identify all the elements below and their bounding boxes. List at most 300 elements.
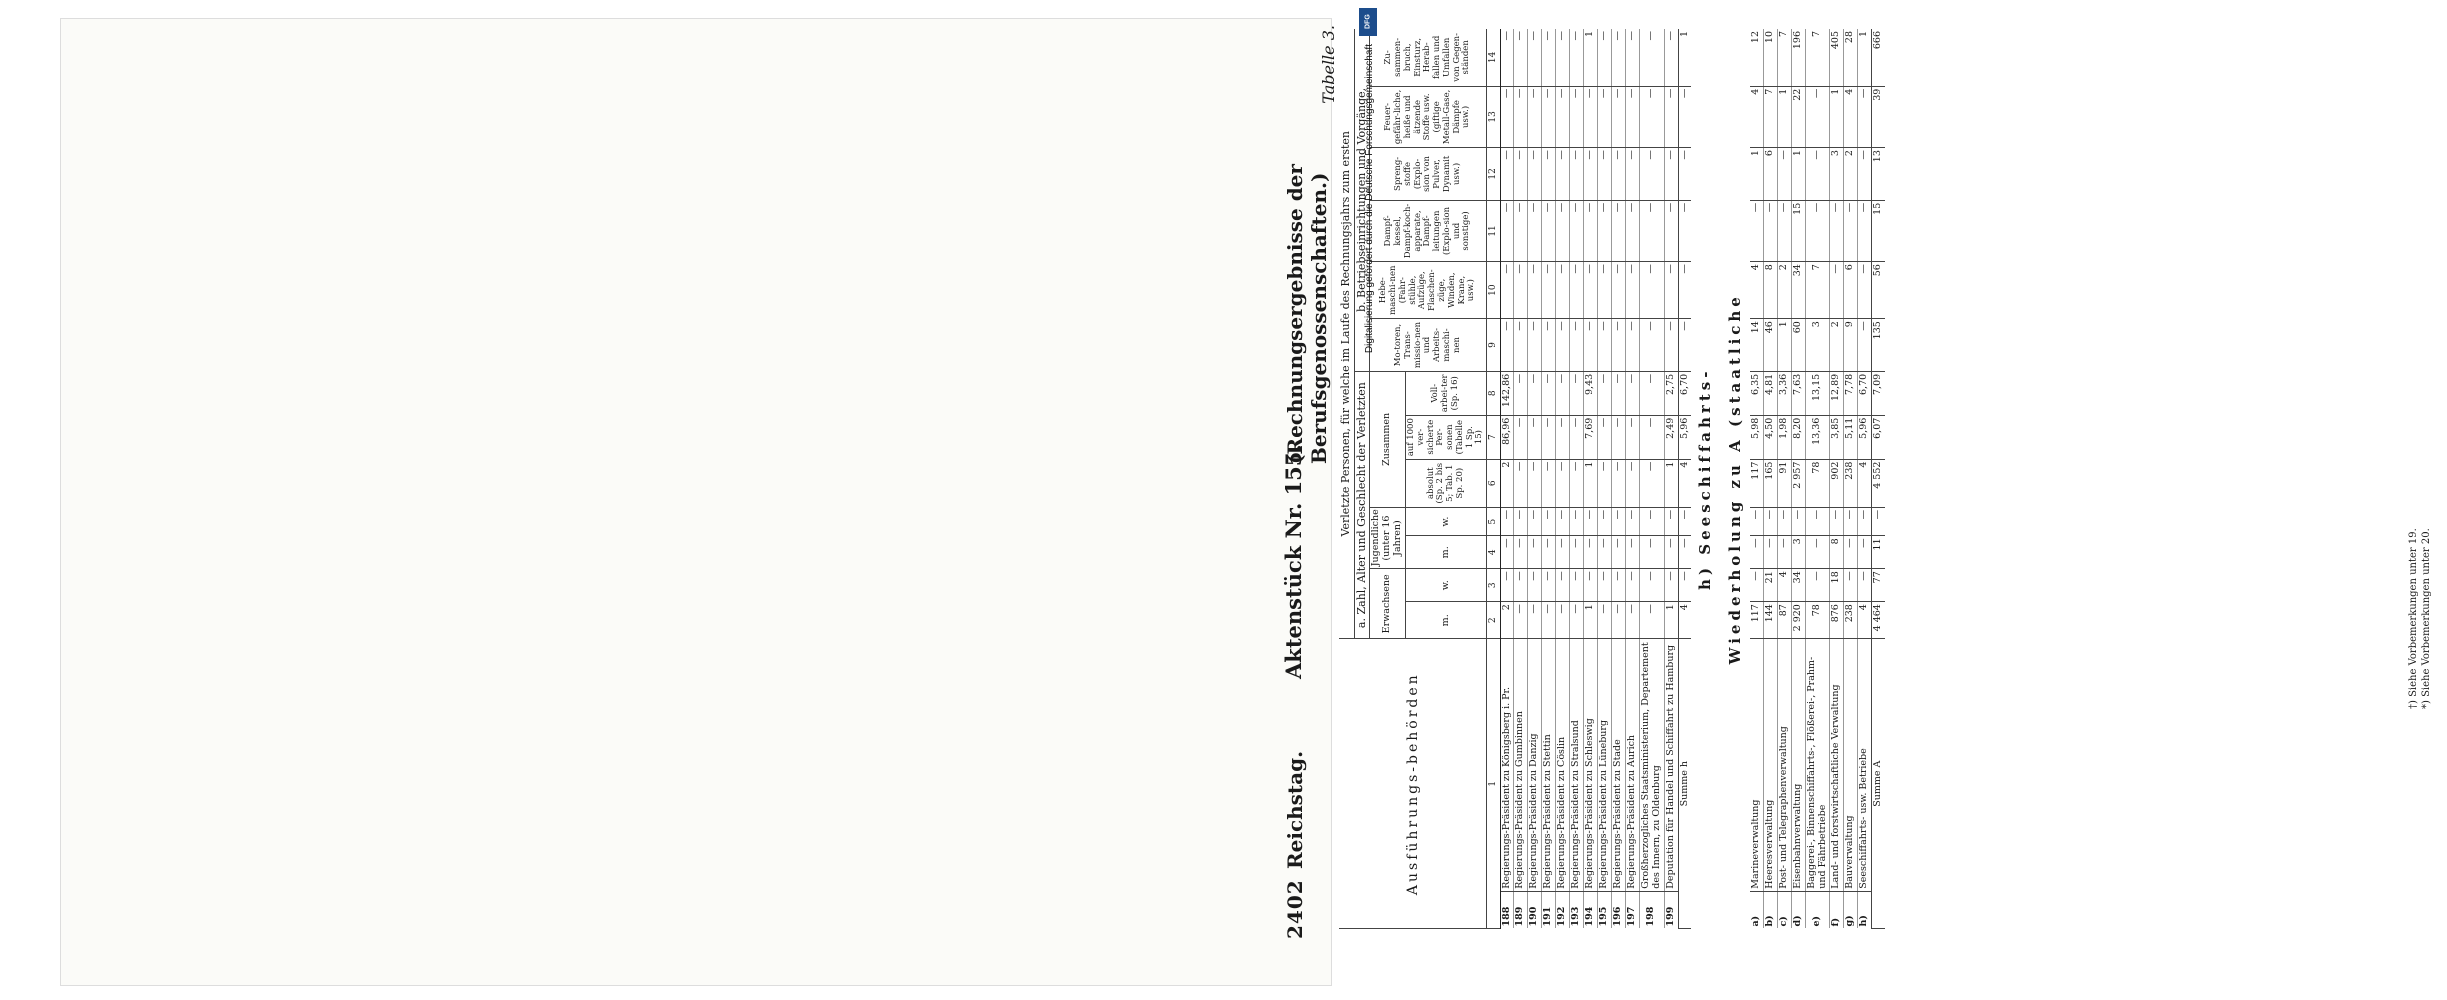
row-label: Regierungs-Präsident zu Lüneburg <box>1597 639 1611 891</box>
cell-value: — <box>1584 507 1598 536</box>
cell-value: — <box>1514 602 1528 639</box>
cell-value: — <box>1514 262 1528 319</box>
cell-value: — <box>1528 569 1542 602</box>
cell-value: — <box>1514 319 1528 372</box>
table-row <box>1625 29 1639 929</box>
cell-value: — <box>1805 148 1830 201</box>
cell-value: 8,20 <box>1791 415 1805 459</box>
cell-value: — <box>1514 459 1528 507</box>
column-number: 11 <box>1487 200 1500 261</box>
cell-value: — <box>1542 262 1556 319</box>
cell-value: — <box>1597 148 1611 201</box>
cell-value: — <box>1830 200 1844 261</box>
row-number: 194 <box>1584 891 1598 928</box>
cell-value: — <box>1597 536 1611 569</box>
cell-value: 2,49 <box>1664 415 1678 459</box>
cell-value: — <box>1500 200 1514 261</box>
cell-value: — <box>1570 415 1584 459</box>
page-number: 2402 <box>1283 879 1307 939</box>
cell-value: 2 <box>1500 602 1514 639</box>
cell-value: 3 <box>1830 148 1844 201</box>
sum-row <box>1872 29 1885 929</box>
cell-value: — <box>1611 86 1625 147</box>
table-row <box>1791 29 1805 929</box>
cell-value: 28 <box>1844 29 1858 86</box>
column-number: 12 <box>1487 148 1500 201</box>
cell-value: — <box>1570 507 1584 536</box>
cell-value: 7,69 <box>1584 415 1598 459</box>
cell-value: — <box>1542 507 1556 536</box>
column-number: 13 <box>1487 86 1500 147</box>
cell-value: — <box>1556 536 1570 569</box>
cell-value: 4 <box>1858 602 1872 639</box>
table-label: Tabelle 3. <box>1319 25 1338 104</box>
cell-value: — <box>1584 319 1598 372</box>
cell-value: 34 <box>1791 262 1805 319</box>
row-label: Regierungs-Präsident zu Königsberg i. Pr. <box>1500 639 1514 891</box>
section-heading: h) Seeschiffahrts- <box>1696 367 1715 590</box>
cell-value: 8 <box>1830 536 1844 569</box>
cell-value: 876 <box>1830 602 1844 639</box>
cell-value: — <box>1500 569 1514 602</box>
header-feuergefaehrliche: Feuer-gefähr-liche, heiße und ätzende Stoffe usw. (giftige Metall-Gase, Dämpfe usw.) <box>1370 86 1487 147</box>
cell-value: — <box>1556 148 1570 201</box>
cell-value: — <box>1664 148 1678 201</box>
cell-value: — <box>1556 262 1570 319</box>
header-versicherte-text: ver-sicherte Per-sonen (Tabelle 1 Sp. 15) <box>1415 419 1485 455</box>
cell-value: — <box>1542 536 1556 569</box>
cell-value: 1 <box>1664 459 1678 507</box>
cell-value: 1 <box>1584 459 1598 507</box>
header-vollarbeiter: Voll-arbei-ter (Sp. 16) <box>1406 371 1487 415</box>
header-jugendliche: Jugendliche (unter 16 Jahren) <box>1370 507 1406 568</box>
header-erwachsene: Erwachsene <box>1370 569 1406 639</box>
cell-value: 144 <box>1763 602 1777 639</box>
cell-value: — <box>1514 200 1528 261</box>
cell-value: — <box>1528 319 1542 372</box>
cell-value: — <box>1664 507 1678 536</box>
sum-label: Summe A <box>1872 639 1885 929</box>
cell-value: 34 <box>1791 569 1805 602</box>
cell-value: — <box>1805 569 1830 602</box>
row-label: Regierungs-Präsident zu Stettin <box>1542 639 1556 891</box>
cell-value: 10 <box>1763 29 1777 86</box>
table-row <box>1500 29 1514 929</box>
cell-value: — <box>1597 29 1611 86</box>
table-row <box>1514 29 1528 929</box>
cell-value: — <box>1542 371 1556 415</box>
cell-value: 6 <box>1763 148 1777 201</box>
cell-value: 902 <box>1830 459 1844 507</box>
column-number: 6 <box>1487 459 1500 507</box>
cell-value: — <box>1584 148 1598 201</box>
cell-value: — <box>1763 507 1777 536</box>
header-jug-w: w. <box>1406 507 1487 536</box>
cell-value: — <box>1625 200 1639 261</box>
column-number: 7 <box>1487 415 1500 459</box>
cell-value: — <box>1763 200 1777 261</box>
row-label: Marineverwaltung <box>1750 639 1763 891</box>
cell-value: 22 <box>1791 86 1805 147</box>
cell-value: — <box>1791 507 1805 536</box>
cell-value: — <box>1542 200 1556 261</box>
cell-value: — <box>1556 459 1570 507</box>
row-number: f) <box>1830 891 1844 928</box>
cell-value: — <box>1570 569 1584 602</box>
cell-value: — <box>1597 415 1611 459</box>
header-jug-m: m. <box>1406 536 1487 569</box>
cell-value: — <box>1625 459 1639 507</box>
cell-value: 238 <box>1844 459 1858 507</box>
cell-value: — <box>1678 148 1691 201</box>
cell-value: — <box>1639 29 1664 86</box>
column-number: 2 <box>1487 602 1500 639</box>
cell-value: — <box>1777 200 1791 261</box>
cell-value: — <box>1777 507 1791 536</box>
row-label: Regierungs-Präsident zu Stralsund <box>1570 639 1584 891</box>
cell-value: 6,07 <box>1872 415 1885 459</box>
column-number: 3 <box>1487 569 1500 602</box>
cell-value: — <box>1858 86 1872 147</box>
cell-value: — <box>1777 536 1791 569</box>
footnote-2: *) Siehe Vorbemerkungen unter 20. <box>2420 528 2432 709</box>
table-row <box>1858 29 1872 929</box>
cell-value: — <box>1872 507 1885 536</box>
cell-value: — <box>1664 569 1678 602</box>
cell-value: — <box>1625 148 1639 201</box>
cell-value: — <box>1858 319 1872 372</box>
cell-value: — <box>1625 415 1639 459</box>
cell-value: — <box>1805 200 1830 261</box>
cell-value: — <box>1625 371 1639 415</box>
cell-value: — <box>1678 262 1691 319</box>
table-row <box>1528 29 1542 929</box>
row-label: Regierungs-Präsident zu Stade <box>1611 639 1625 891</box>
cell-value: — <box>1514 371 1528 415</box>
cell-value: 5,96 <box>1678 415 1691 459</box>
cell-value: — <box>1542 86 1556 147</box>
table-row <box>1597 29 1611 929</box>
cell-value: 4 <box>1678 602 1691 639</box>
table-row <box>1570 29 1584 929</box>
cell-value: — <box>1570 602 1584 639</box>
cell-value: — <box>1500 29 1514 86</box>
document-title: Aktenstück Nr. 155. <box>1281 444 1306 679</box>
cell-value: — <box>1678 507 1691 536</box>
column-number: 1 <box>1487 639 1500 929</box>
cell-value: — <box>1570 86 1584 147</box>
cell-value: — <box>1611 371 1625 415</box>
cell-value: — <box>1625 86 1639 147</box>
cell-value: — <box>1639 507 1664 536</box>
table-row <box>1556 29 1570 929</box>
cell-value: 1 <box>1777 319 1791 372</box>
cell-value: — <box>1570 148 1584 201</box>
cell-value: — <box>1844 200 1858 261</box>
row-label: Post- und Telegraphenverwaltung <box>1777 639 1791 891</box>
cell-value: 3,85 <box>1830 415 1844 459</box>
cell-value: 1 <box>1858 29 1872 86</box>
cell-value: 13,15 <box>1805 371 1830 415</box>
cell-value: — <box>1528 200 1542 261</box>
cell-value: — <box>1500 86 1514 147</box>
cell-value: — <box>1597 569 1611 602</box>
cell-value: 14 <box>1750 319 1763 372</box>
cell-value: 7 <box>1763 86 1777 147</box>
cell-value: 4 <box>1858 459 1872 507</box>
section-wiederholung-heading <box>1721 29 1750 929</box>
cell-value: — <box>1556 507 1570 536</box>
cell-value: 2 <box>1844 148 1858 201</box>
column-number: 9 <box>1487 319 1500 372</box>
row-number: 189 <box>1514 891 1528 928</box>
cell-value: — <box>1611 262 1625 319</box>
table-row <box>1830 29 1844 929</box>
cell-value: — <box>1542 569 1556 602</box>
cell-value: — <box>1858 148 1872 201</box>
table-row <box>1542 29 1556 929</box>
cell-value: 86,96 <box>1500 415 1514 459</box>
cell-value: 3 <box>1791 536 1805 569</box>
cell-value: 6,35 <box>1750 371 1763 415</box>
cell-value: 4 <box>1777 569 1791 602</box>
document-subtitle: (Rechnungsergebnisse der Berufsgenossenschaften.) <box>1283 164 1331 464</box>
cell-value: — <box>1542 602 1556 639</box>
cell-value: — <box>1500 536 1514 569</box>
statistics-table <box>1339 29 1885 929</box>
cell-value: — <box>1858 569 1872 602</box>
column-number: 14 <box>1487 29 1500 86</box>
sum-label: Summe h <box>1678 639 1691 929</box>
cell-value: 11 <box>1872 536 1885 569</box>
cell-value: — <box>1597 507 1611 536</box>
cell-value: — <box>1556 415 1570 459</box>
cell-value: — <box>1542 29 1556 86</box>
cell-value: — <box>1514 536 1528 569</box>
cell-value: 117 <box>1750 602 1763 639</box>
row-label: Baggerei-, Binnenschiffahrts-, Flößerei-, Prahm- und Fährbetriebe <box>1805 639 1830 891</box>
cell-value: 2 <box>1500 459 1514 507</box>
cell-value: 1 <box>1584 29 1598 86</box>
cell-value: 4 464 <box>1872 602 1885 639</box>
header-zusammen: Zusammen <box>1370 371 1406 507</box>
row-number: 196 <box>1611 891 1625 928</box>
footnote-1: †) Siehe Vorbemerkungen unter 19. <box>2408 528 2419 709</box>
row-number: 195 <box>1597 891 1611 928</box>
cell-value: 5,11 <box>1844 415 1858 459</box>
cell-value: — <box>1639 148 1664 201</box>
cell-value: — <box>1664 536 1678 569</box>
cell-value: — <box>1528 507 1542 536</box>
header-left-label: Reichstag. <box>1283 750 1307 869</box>
column-number: 4 <box>1487 536 1500 569</box>
table-row <box>1584 29 1598 929</box>
row-label: Land- und forstwirtschaftliche Verwaltung <box>1830 639 1844 891</box>
cell-value: 21 <box>1763 569 1777 602</box>
cell-value: 12 <box>1750 29 1763 86</box>
cell-value: — <box>1664 29 1678 86</box>
cell-value: — <box>1858 200 1872 261</box>
dfg-credit-strip <box>1349 8 1379 998</box>
row-number: 193 <box>1570 891 1584 928</box>
cell-value: 60 <box>1791 319 1805 372</box>
cell-value: — <box>1664 262 1678 319</box>
row-label: Regierungs-Präsident zu Aurich <box>1625 639 1639 891</box>
row-label: Deputation für Handel und Schiffahrt zu Hamburg <box>1664 639 1678 891</box>
cell-value: — <box>1830 262 1844 319</box>
header-absolut: absolut (Sp. 2 bis 5; Tab. 1 Sp. 20) <box>1406 459 1487 507</box>
table-row <box>1639 29 1664 929</box>
cell-value: — <box>1639 602 1664 639</box>
cell-value: — <box>1625 536 1639 569</box>
row-number: c) <box>1777 891 1791 928</box>
rotated-page-content <box>1267 19 2447 949</box>
cell-value: 1 <box>1584 602 1598 639</box>
cell-value: 78 <box>1805 459 1830 507</box>
cell-value: — <box>1556 602 1570 639</box>
cell-value: — <box>1597 200 1611 261</box>
cell-value: 5,98 <box>1750 415 1763 459</box>
cell-value: — <box>1625 29 1639 86</box>
cell-value: — <box>1542 459 1556 507</box>
cell-value: 7,78 <box>1844 371 1858 415</box>
cell-value: — <box>1584 262 1598 319</box>
cell-value: — <box>1584 200 1598 261</box>
cell-value: — <box>1556 200 1570 261</box>
cell-value: 77 <box>1872 569 1885 602</box>
cell-value: 1,98 <box>1777 415 1791 459</box>
cell-value: 7 <box>1777 29 1791 86</box>
cell-value: — <box>1514 415 1528 459</box>
cell-value: 6 <box>1844 262 1858 319</box>
cell-value: — <box>1570 319 1584 372</box>
cell-value: — <box>1625 262 1639 319</box>
cell-value: 9,43 <box>1584 371 1598 415</box>
cell-value: 46 <box>1763 319 1777 372</box>
header-erw-w: w. <box>1406 569 1487 602</box>
cell-value: — <box>1639 371 1664 415</box>
row-number: a) <box>1749 915 1761 927</box>
cell-value: — <box>1625 569 1639 602</box>
cell-value: — <box>1678 86 1691 147</box>
cell-value: — <box>1514 507 1528 536</box>
cell-value: 2 <box>1777 262 1791 319</box>
cell-value: — <box>1611 200 1625 261</box>
cell-value: — <box>1556 29 1570 86</box>
section-h-heading <box>1691 29 1720 929</box>
cell-value: — <box>1528 371 1542 415</box>
cell-value: 117 <box>1750 459 1763 507</box>
cell-value: 4 <box>1844 86 1858 147</box>
table-row <box>1611 29 1625 929</box>
row-number: 188 <box>1500 906 1512 927</box>
cell-value: — <box>1639 319 1664 372</box>
cell-value: 3,36 <box>1777 371 1791 415</box>
cell-value: — <box>1611 536 1625 569</box>
cell-value: — <box>1639 86 1664 147</box>
cell-value: 39 <box>1872 86 1885 147</box>
header-group-a: a. Zahl, Alter und Geschlecht der Verletzten <box>1354 371 1370 639</box>
row-number: 198 <box>1639 891 1664 928</box>
cell-value: 5,96 <box>1858 415 1872 459</box>
cell-value: 4,50 <box>1763 415 1777 459</box>
cell-value: 13,36 <box>1805 415 1830 459</box>
cell-value: — <box>1528 536 1542 569</box>
row-number: b) <box>1763 891 1777 928</box>
cell-value: 7,63 <box>1791 371 1805 415</box>
column-number-row <box>1487 29 1500 929</box>
dfg-logo: DFG <box>1359 8 1377 36</box>
cell-value: 4 <box>1750 86 1763 147</box>
footnotes <box>2408 528 2433 709</box>
cell-value: 7 <box>1805 262 1830 319</box>
column-number: 10 <box>1487 262 1500 319</box>
cell-value: 4 552 <box>1872 459 1885 507</box>
row-label: Eisenbahnverwaltung <box>1791 639 1805 891</box>
cell-value: 1 <box>1777 86 1791 147</box>
cell-value: 12,89 <box>1830 371 1844 415</box>
row-number: 190 <box>1528 891 1542 928</box>
cell-value: — <box>1625 602 1639 639</box>
cell-value: — <box>1611 602 1625 639</box>
cell-value: — <box>1528 148 1542 201</box>
cell-value: — <box>1611 459 1625 507</box>
cell-value: — <box>1570 200 1584 261</box>
cell-value: — <box>1750 569 1763 602</box>
cell-value: — <box>1542 148 1556 201</box>
cell-value: 4 <box>1678 459 1691 507</box>
table-body <box>1487 29 1885 929</box>
cell-value: 4 <box>1750 262 1763 319</box>
cell-value: — <box>1528 415 1542 459</box>
cell-value: — <box>1514 29 1528 86</box>
cell-value: — <box>1570 262 1584 319</box>
cell-value: — <box>1500 319 1514 372</box>
cell-value: 238 <box>1844 602 1858 639</box>
header-erw-m: m. <box>1406 602 1487 639</box>
cell-value: — <box>1556 86 1570 147</box>
cell-value: 2 <box>1830 319 1844 372</box>
column-number: 8 <box>1487 371 1500 415</box>
cell-value: — <box>1844 536 1858 569</box>
cell-value: — <box>1844 507 1858 536</box>
cell-value: — <box>1597 262 1611 319</box>
row-number: 191 <box>1542 891 1556 928</box>
cell-value: 1 <box>1678 29 1691 86</box>
cell-value: — <box>1500 507 1514 536</box>
cell-value: — <box>1750 536 1763 569</box>
cell-value: — <box>1570 371 1584 415</box>
cell-value: — <box>1639 459 1664 507</box>
cell-value: — <box>1639 569 1664 602</box>
row-label: Heeresverwaltung <box>1763 639 1777 891</box>
cell-value: 15 <box>1872 200 1885 261</box>
cell-value: 2,75 <box>1664 371 1678 415</box>
cell-value: — <box>1514 86 1528 147</box>
cell-value: — <box>1570 459 1584 507</box>
cell-value: — <box>1678 200 1691 261</box>
row-number: e) <box>1805 891 1830 928</box>
cell-value: — <box>1750 200 1763 261</box>
row-number: g) <box>1844 891 1858 928</box>
cell-value: 18 <box>1830 569 1844 602</box>
cell-value: 196 <box>1791 29 1805 86</box>
cell-value: — <box>1678 536 1691 569</box>
cell-value: — <box>1750 507 1763 536</box>
cell-value: 3 <box>1805 319 1830 372</box>
cell-value: 2 957 <box>1791 459 1805 507</box>
header-dampfkessel: Dampf-kessel, Dampf-koch-apparate, Dampf-leitungen (Explo-sion und sonstige) <box>1370 200 1487 261</box>
